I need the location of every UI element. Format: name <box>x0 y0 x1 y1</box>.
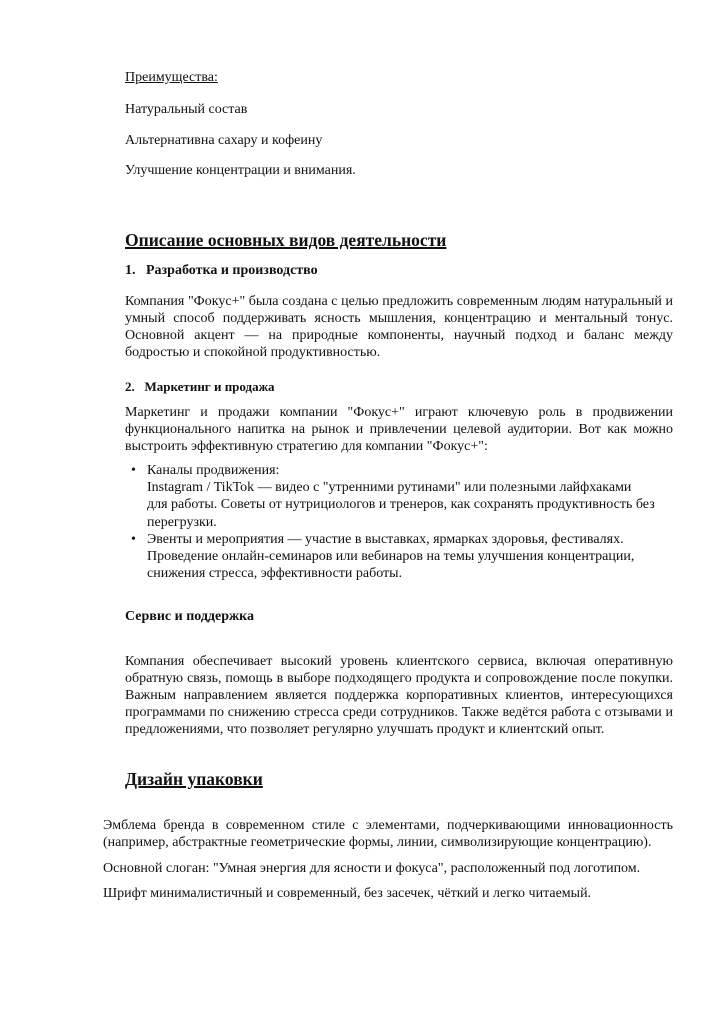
bullet-line: Каналы продвижения: <box>147 463 280 478</box>
advantage-item: Улучшение концентрации и внимания. <box>125 163 356 178</box>
service-paragraph: Компания обеспечивает высокий уровень клиентского сервиса, включая оперативную обратную связь, помощь в выборе подходящего продукта и сопровождение после покупки. Важным направлением является поддержка корпоративных клиентов, интересующихся программами по снижению стресса среди сотрудников. Также ведётся работа с отзывами и предложениями, что позволяет регулярно улучшать продукт и клиентский опыт. <box>125 654 673 737</box>
section1-heading: 1. Разработка и производство <box>125 263 318 278</box>
promotion-list <box>125 462 655 582</box>
bullet-line: Эвенты и мероприятия — участие в выставках, ярмарках здоровья, фестивалях. <box>147 531 624 547</box>
service-heading: Сервис и поддержка <box>125 609 255 624</box>
bullet-text: Instagram / TikTok — видео с "утренними рутинами" или полезными лайфхаками для работы. Советы от нутрициологов и тренеров, как сохранять продуктивность без перегрузки. <box>147 480 655 530</box>
advantage-item: Натуральный состав <box>125 102 248 117</box>
advantages-title: Преимущества: <box>125 70 218 85</box>
section2-heading: 2. Маркетинг и продажа <box>125 379 275 394</box>
section2-paragraph: Маркетинг и продажи компании "Фокус+" играют ключевую роль в продвижении функционального напитка на рынок и привлечении целевой аудитории. Вот как можно выстроить эффективную стратегию для компании "Фокус+": <box>125 405 673 454</box>
activities-heading: Описание основных видов деятельности <box>125 230 447 250</box>
packaging-item: Эмблема бренда в современном стиле с элементами, подчеркивающими инновационность (например, абстрактные геометрические формы, линии, символизирующие концентрацию). <box>103 818 673 850</box>
list-item <box>125 462 655 531</box>
packaging-heading: Дизайн упаковки <box>125 769 263 789</box>
advantage-item: Альтернативна сахару и кофеину <box>125 133 323 148</box>
bullet-text: Проведение онлайн-семинаров или вебинаров на темы улучшения концентрации, снижения стресса, эффективности работы. <box>147 549 635 582</box>
packaging-item: Основной слоган: "Умная энергия для ясности и фокуса", расположенный под логотипом. <box>103 861 641 876</box>
packaging-item: Шрифт минималистичный и современный, без засечек, чёткий и легко читаемый. <box>103 886 592 901</box>
list-item <box>125 531 655 583</box>
section1-paragraph: Компания "Фокус+" была создана с целью предложить современным людям натуральный и умный способ поддерживать ясность мышления, концентрацию и ментальный тонус. Основной акцент — на природные компоненты, научный подход и баланс между бодростью и спокойной продуктивностью. <box>125 294 673 360</box>
